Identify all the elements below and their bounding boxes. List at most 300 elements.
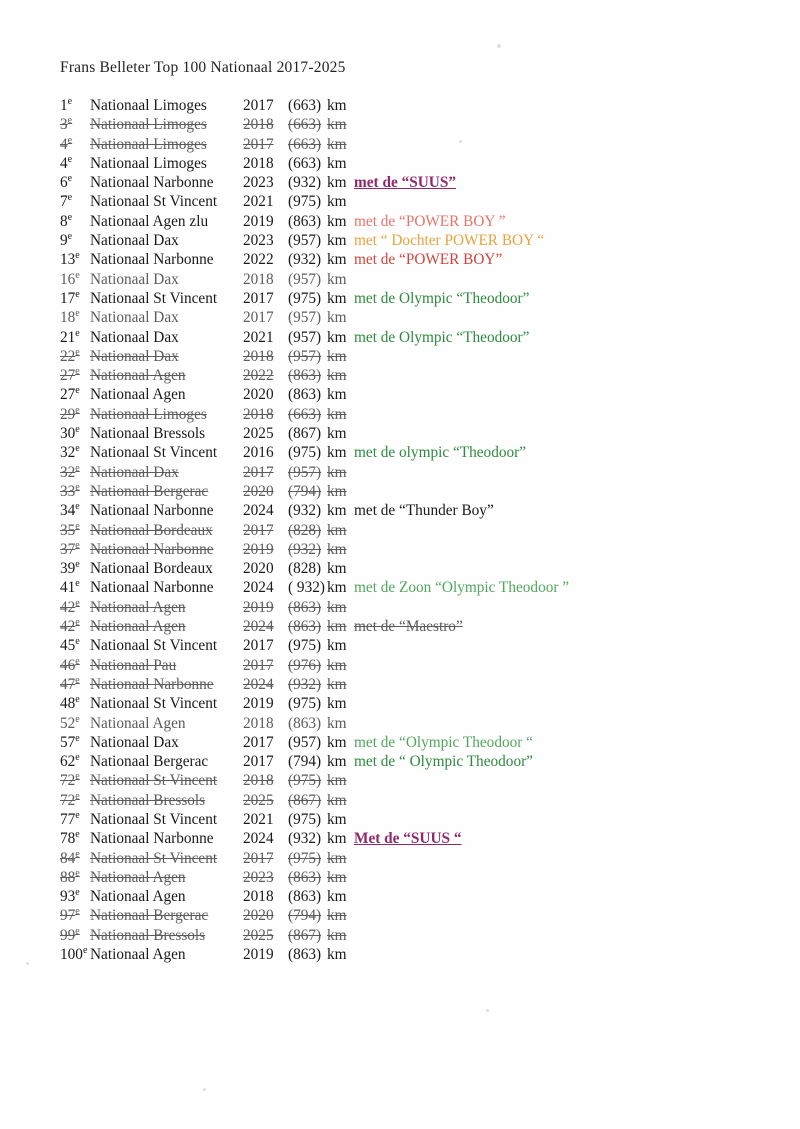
table-row (0, 443, 800, 462)
row-race: Nationaal St Vincent (90, 772, 218, 790)
row-distance-unit: km (327, 116, 347, 134)
row-distance: (828) (288, 521, 322, 539)
row-race: Nationaal Limoges (90, 154, 207, 172)
row-rank-suffix: e (75, 481, 80, 493)
table-row (0, 115, 800, 134)
table-row (0, 463, 800, 482)
row-race: Nationaal Dax (90, 733, 179, 751)
row-rank-suffix: e (75, 616, 80, 628)
row-year: 2017 (243, 753, 274, 771)
row-year: 2017 (243, 733, 274, 751)
row-distance-unit: km (327, 251, 347, 269)
row-distance: ( 932) (288, 579, 325, 597)
row-rank: 72e (60, 771, 80, 790)
row-year: 2018 (243, 772, 274, 790)
row-race: Nationaal Agen (90, 946, 186, 964)
row-year: 2018 (243, 405, 274, 423)
row-distance: (867) (288, 791, 322, 809)
row-year: 2020 (243, 386, 274, 404)
row-race: Nationaal St Vincent (90, 849, 218, 867)
row-distance-unit: km (327, 212, 347, 230)
table-row (0, 849, 800, 868)
row-rank: 35e (60, 520, 80, 539)
row-rank-suffix: e (67, 153, 73, 165)
row-distance: (863) (288, 868, 322, 886)
row-rank: 30e (60, 423, 80, 443)
row-distance: (932) (288, 830, 322, 848)
row-distance: (663) (288, 116, 322, 134)
row-rank-suffix: e (75, 790, 80, 802)
row-year: 2019 (243, 946, 274, 964)
row-race: Nationaal St Vincent (90, 289, 218, 307)
row-distance: (975) (288, 289, 322, 307)
row-rank: 13e (60, 250, 80, 269)
row-rank-suffix: e (75, 404, 80, 416)
row-rank-suffix: e (75, 443, 80, 455)
table-row (0, 501, 800, 520)
row-distance-unit: km (327, 482, 347, 500)
row-race: Nationaal Limoges (90, 116, 207, 134)
row-distance-unit: km (327, 174, 347, 192)
row-distance: (975) (288, 810, 322, 828)
row-distance-unit: km (327, 791, 347, 809)
row-distance-unit: km (327, 868, 347, 886)
table-row (0, 154, 800, 173)
table-row (0, 926, 800, 945)
row-race: Nationaal Dax (90, 270, 179, 288)
row-rank: 39e (60, 559, 80, 578)
row-distance-unit: km (327, 675, 347, 693)
row-distance-unit: km (327, 946, 347, 964)
row-rank: 88e (60, 867, 80, 886)
table-row (0, 559, 800, 578)
row-rank: 6e (60, 173, 73, 192)
row-rank: 32e (60, 462, 80, 481)
row-rank: 3e (60, 115, 73, 134)
row-race: Nationaal Narbonne (90, 174, 214, 192)
row-distance: (867) (288, 926, 322, 944)
table-row (0, 887, 800, 906)
row-rank-suffix: e (75, 520, 80, 532)
row-distance-unit: km (327, 425, 347, 443)
row-rank-suffix: e (75, 867, 80, 879)
row-distance: (828) (288, 560, 322, 578)
row-distance: (663) (288, 135, 322, 153)
table-row (0, 347, 800, 366)
row-year: 2021 (243, 193, 274, 211)
row-rank: 42e (60, 597, 80, 616)
row-year: 2022 (243, 367, 274, 385)
row-year: 2022 (243, 251, 274, 269)
row-distance-unit: km (327, 598, 347, 616)
row-distance: (863) (288, 714, 322, 732)
row-distance-unit: km (327, 560, 347, 578)
row-distance-unit: km (327, 618, 347, 636)
row-rank-suffix: e (75, 346, 80, 358)
row-distance: (975) (288, 444, 322, 462)
row-distance-unit: km (327, 193, 347, 211)
row-year: 2019 (243, 598, 274, 616)
row-distance: (957) (288, 463, 322, 481)
row-annotation: met de “POWER BOY ” (354, 212, 506, 230)
table-row (0, 521, 800, 540)
row-race: Nationaal Agen (90, 598, 186, 616)
row-rank: 27e (60, 385, 80, 404)
row-distance-unit: km (327, 714, 347, 732)
row-rank: 21e (60, 327, 80, 346)
row-rank: 100e (60, 944, 88, 964)
row-year: 2024 (243, 618, 274, 636)
table-row (0, 868, 800, 887)
row-race: Nationaal Bordeaux (90, 521, 213, 539)
row-annotation: met de “Maestro” (354, 618, 463, 636)
scan-speck (203, 1088, 206, 1091)
row-race: Nationaal Agen (90, 618, 186, 636)
row-rank: 34e (60, 501, 80, 520)
row-year: 2017 (243, 521, 274, 539)
row-annotation: met de Olympic “Theodoor” (354, 328, 530, 346)
row-race: Nationaal Dax (90, 309, 179, 327)
row-year: 2019 (243, 540, 274, 558)
row-race: Nationaal Agen (90, 367, 186, 385)
row-rank-suffix: e (75, 366, 80, 378)
row-distance: (975) (288, 193, 322, 211)
table-row (0, 212, 800, 231)
row-rank: 27e (60, 366, 80, 385)
scan-speck (497, 44, 501, 48)
row-distance-unit: km (327, 733, 347, 751)
row-rank-suffix: e (75, 597, 80, 609)
row-year: 2024 (243, 579, 274, 597)
table-row (0, 636, 800, 655)
row-distance: (932) (288, 174, 322, 192)
row-year: 2018 (243, 116, 274, 134)
row-distance: (663) (288, 154, 322, 172)
row-year: 2024 (243, 675, 274, 693)
row-race: Nationaal Dax (90, 232, 179, 250)
table-row (0, 289, 800, 308)
row-distance: (957) (288, 270, 322, 288)
table-row (0, 250, 800, 269)
row-rank: 47e (60, 674, 80, 693)
table-row (0, 829, 800, 848)
row-distance-unit: km (327, 309, 347, 327)
row-year: 2020 (243, 560, 274, 578)
row-distance-unit: km (327, 367, 347, 385)
table-row (0, 694, 800, 713)
row-rank-suffix: e (75, 250, 80, 262)
row-rank-suffix: e (67, 134, 73, 146)
row-rank: 29e (60, 404, 80, 423)
row-rank: 99e (60, 925, 80, 944)
row-race: Nationaal St Vincent (90, 637, 218, 655)
row-rank: 22e (60, 346, 80, 365)
row-race: Nationaal Narbonne (90, 502, 214, 520)
row-distance-unit: km (327, 502, 347, 520)
row-rank-suffix: e (75, 308, 80, 320)
row-year: 2017 (243, 135, 274, 153)
table-row (0, 424, 800, 443)
row-distance-unit: km (327, 328, 347, 346)
table-row (0, 675, 800, 694)
row-distance-unit: km (327, 347, 347, 365)
row-year: 2020 (243, 907, 274, 925)
row-rank-suffix: e (75, 906, 80, 918)
row-rank: 33e (60, 481, 80, 500)
row-rank: 46e (60, 655, 80, 674)
row-rank: 37e (60, 539, 80, 558)
table-row (0, 810, 800, 829)
row-rank-suffix: e (75, 578, 80, 590)
row-distance-unit: km (327, 521, 347, 539)
row-distance: (794) (288, 482, 322, 500)
table-row (0, 906, 800, 925)
table-row (0, 752, 800, 771)
row-distance: (932) (288, 502, 322, 520)
row-rank: 4e (60, 153, 73, 172)
row-rank: 52e (60, 713, 80, 732)
row-distance-unit: km (327, 386, 347, 404)
row-rank-suffix: e (67, 173, 73, 185)
row-rank: 7e (60, 192, 73, 211)
row-annotation: met de “Olympic Theodoor “ (354, 733, 533, 751)
table-row (0, 482, 800, 501)
row-race: Nationaal Limoges (90, 405, 207, 423)
row-year: 2017 (243, 97, 274, 114)
table-row (0, 96, 800, 115)
row-rank-suffix: e (67, 115, 73, 127)
row-rank-suffix: e (75, 674, 80, 686)
table-row (0, 617, 800, 636)
row-rank: 9e (60, 230, 73, 250)
row-rank-suffix: e (75, 269, 80, 281)
table-row (0, 656, 800, 675)
row-annotation: met de “SUUS” (354, 174, 456, 192)
row-rank-suffix: e (75, 732, 80, 744)
row-rank-suffix: e (82, 944, 88, 956)
row-distance-unit: km (327, 753, 347, 771)
row-distance-unit: km (327, 637, 347, 655)
row-distance: (957) (288, 309, 322, 327)
row-year: 2017 (243, 656, 274, 674)
row-race: Nationaal Agen (90, 868, 186, 886)
row-race: Nationaal St Vincent (90, 193, 218, 211)
row-rank: 4e (60, 134, 73, 153)
row-rank-suffix: e (75, 848, 80, 860)
row-year: 2018 (243, 888, 274, 906)
row-year: 2018 (243, 270, 274, 288)
row-annotation: met de olympic “Theodoor” (354, 444, 527, 462)
row-rank: 77e (60, 809, 80, 828)
row-year: 2017 (243, 309, 274, 327)
row-year: 2024 (243, 502, 274, 520)
row-distance: (863) (288, 598, 322, 616)
row-rank: 41e (60, 578, 80, 597)
table-row (0, 733, 800, 752)
row-race: Nationaal St Vincent (90, 695, 218, 713)
row-distance-unit: km (327, 540, 347, 558)
scan-speck (486, 1009, 489, 1012)
row-distance: (663) (288, 97, 322, 114)
row-distance-unit: km (327, 232, 347, 250)
row-year: 2017 (243, 849, 274, 867)
row-race: Nationaal Pau (90, 656, 177, 674)
row-distance: (975) (288, 849, 322, 867)
row-distance-unit: km (327, 579, 347, 597)
row-distance-unit: km (327, 289, 347, 307)
row-distance: (863) (288, 367, 322, 385)
row-race: Nationaal St Vincent (90, 810, 218, 828)
row-distance-unit: km (327, 97, 347, 114)
table-row (0, 405, 800, 424)
row-rank: 93e (60, 887, 80, 906)
row-distance-unit: km (327, 405, 347, 423)
row-distance: (957) (288, 733, 322, 751)
page-title: Frans Belleter Top 100 Nationaal 2017-2025 (60, 59, 346, 76)
row-distance: (794) (288, 907, 322, 925)
row-race: Nationaal St Vincent (90, 444, 218, 462)
row-year: 2025 (243, 425, 274, 443)
table-row (0, 173, 800, 192)
row-rank: 16e (60, 269, 80, 288)
row-rank: 42e (60, 616, 80, 636)
row-rank-suffix: e (75, 752, 80, 763)
row-year: 2019 (243, 695, 274, 713)
row-rank: 48e (60, 694, 80, 713)
row-rank-suffix: e (75, 288, 80, 300)
table-row (0, 385, 800, 404)
row-distance: (975) (288, 695, 322, 713)
row-race: Nationaal Bressols (90, 926, 206, 944)
row-rank: 78e (60, 829, 80, 848)
row-distance-unit: km (327, 444, 347, 462)
row-distance: (867) (288, 425, 322, 443)
row-race: Nationaal Dax (90, 347, 179, 365)
table-row (0, 231, 800, 250)
row-annotation: met de “Thunder Boy” (354, 502, 494, 520)
row-rank-suffix: e (67, 211, 73, 223)
row-race: Nationaal Narbonne (90, 830, 214, 848)
row-rank-suffix: e (75, 462, 80, 474)
row-distance: (957) (288, 347, 322, 365)
row-race: Nationaal Agen (90, 714, 186, 732)
row-rank-suffix: e (75, 636, 80, 648)
row-year: 2018 (243, 714, 274, 732)
row-distance: (976) (288, 656, 322, 674)
row-year: 2017 (243, 463, 274, 481)
results-list (0, 96, 800, 964)
row-rank-suffix: e (75, 809, 80, 821)
row-race: Nationaal Bergerac (90, 482, 209, 500)
row-distance-unit: km (327, 772, 347, 790)
row-rank-suffix: e (75, 887, 80, 899)
row-distance-unit: km (327, 154, 347, 172)
table-row (0, 714, 800, 733)
row-race: Nationaal Bergerac (90, 753, 209, 771)
row-race: Nationaal Limoges (90, 135, 207, 153)
row-rank: 57e (60, 732, 80, 751)
row-race: Nationaal Agen (90, 386, 186, 404)
row-year: 2019 (243, 212, 274, 230)
row-distance: (932) (288, 251, 322, 269)
row-distance: (863) (288, 946, 322, 964)
row-race: Nationaal Narbonne (90, 251, 214, 269)
row-rank-suffix: e (75, 771, 80, 783)
table-row (0, 328, 800, 347)
row-race: Nationaal Narbonne (90, 540, 214, 558)
row-distance-unit: km (327, 926, 347, 944)
row-distance-unit: km (327, 656, 347, 674)
row-rank: 97e (60, 906, 80, 925)
row-rank-suffix: e (75, 694, 80, 706)
table-row (0, 578, 800, 597)
row-rank-suffix: e (75, 925, 80, 937)
row-rank-suffix: e (67, 192, 73, 204)
row-race: Nationaal Bressols (90, 791, 206, 809)
row-distance-unit: km (327, 888, 347, 906)
row-annotation: met de “ Olympic Theodoor” (354, 753, 533, 771)
row-year: 2024 (243, 830, 274, 848)
row-year: 2017 (243, 637, 274, 655)
row-distance: (975) (288, 637, 322, 655)
table-row (0, 771, 800, 790)
row-year: 2016 (243, 444, 274, 462)
row-rank-suffix: e (67, 95, 73, 107)
row-rank: 45e (60, 636, 80, 655)
row-year: 2023 (243, 868, 274, 886)
row-distance: (863) (288, 386, 322, 404)
row-rank-suffix: e (75, 385, 80, 397)
row-rank-suffix: e (67, 230, 73, 242)
row-rank: 1e (60, 95, 73, 114)
row-rank: 8e (60, 211, 73, 230)
row-rank-suffix: e (75, 501, 80, 513)
row-distance-unit: km (327, 849, 347, 867)
row-race: Nationaal Limoges (90, 97, 207, 114)
row-rank-suffix: e (75, 327, 80, 339)
row-rank: 72e (60, 790, 80, 809)
row-year: 2021 (243, 328, 274, 346)
row-annotation: met de Olympic “Theodoor” (354, 289, 530, 307)
row-distance-unit: km (327, 907, 347, 925)
row-race: Nationaal Narbonne (90, 675, 214, 693)
table-row (0, 598, 800, 617)
row-distance-unit: km (327, 695, 347, 713)
row-race: Nationaal Narbonne (90, 579, 214, 597)
row-distance: (863) (288, 888, 322, 906)
row-rank: 62e (60, 752, 80, 771)
row-year: 2017 (243, 289, 274, 307)
row-distance: (794) (288, 753, 322, 771)
row-distance-unit: km (327, 270, 347, 288)
row-annotation: met de “POWER BOY” (354, 251, 503, 269)
table-row (0, 366, 800, 385)
row-rank: 32e (60, 443, 80, 462)
row-race: Nationaal Dax (90, 463, 179, 481)
row-race: Nationaal Agen (90, 888, 186, 906)
row-rank: 17e (60, 288, 80, 307)
row-annotation: met de Zoon “Olympic Theodoor ” (354, 579, 570, 597)
row-race: Nationaal Dax (90, 328, 179, 346)
row-distance: (957) (288, 232, 322, 250)
row-rank-suffix: e (75, 829, 80, 841)
table-row (0, 192, 800, 211)
row-year: 2021 (243, 810, 274, 828)
row-race: Nationaal Bergerac (90, 907, 209, 925)
row-year: 2018 (243, 154, 274, 172)
row-rank: 18e (60, 308, 80, 327)
row-distance: (863) (288, 212, 322, 230)
